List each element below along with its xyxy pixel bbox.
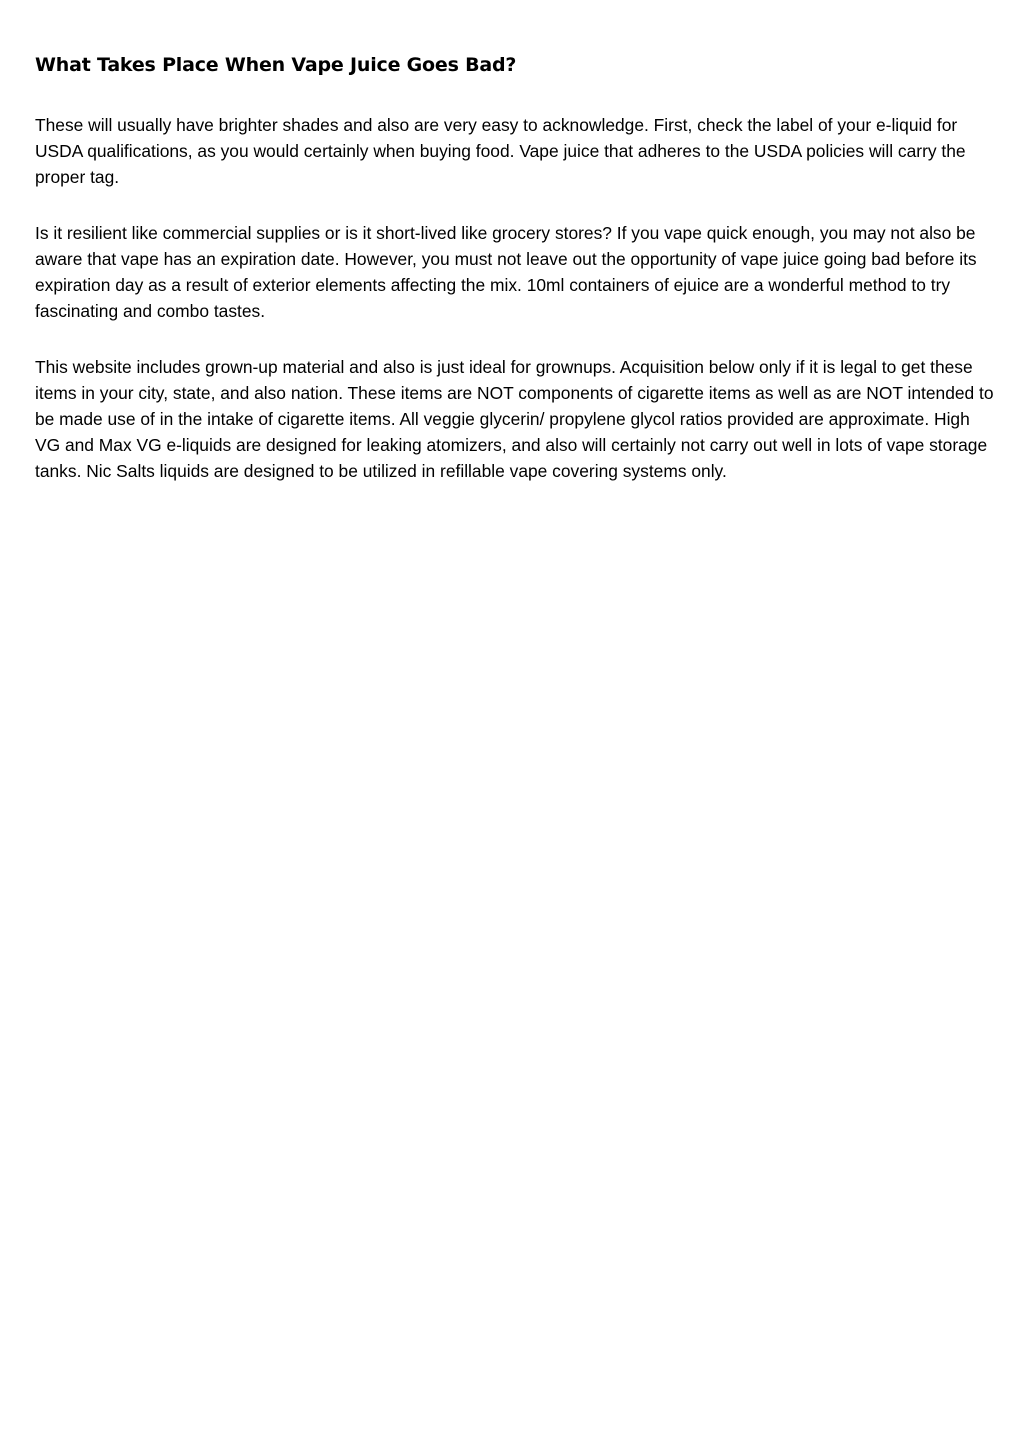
document-page — [35, 50, 995, 514]
paragraph-2: Is it resilient like commercial supplies or is it short-lived like grocery stores? If you vape quick enough, you may not also be aware that vape has an expiration date. However, you must not leave out the opportunity of vape juice going bad before its expiration day as a result of exterior elements affecting the mix. 10ml containers of ejuice are a wonderful method to try fascinating and combo tastes. — [35, 223, 977, 321]
page-title: What Takes Place When Vape Juice Goes Bad? — [35, 54, 517, 76]
paragraph-1: These will usually have brighter shades and also are very easy to acknowledge. First, check the label of your e-liquid for USDA qualifications, as you would certainly when buying food. Vape juice that adheres to the USDA policies will carry the proper tag. — [35, 115, 966, 187]
paragraph-3: This website includes grown-up material and also is just ideal for grownups. Acquisition below only if it is legal to get these items in your city, state, and also nation. These items are NOT components of cigarette items as well as are NOT intended to be made use of in the intake of cigarette items. All veggie glycerin/ propylene glycol ratios provided are approximate. High VG and Max VG e-liquids are designed for leaking atomizers, and also will certainly not carry out well in lots of vape storage tanks. Nic Salts liquids are designed to be utilized in refillable vape covering systems only. — [35, 357, 994, 481]
